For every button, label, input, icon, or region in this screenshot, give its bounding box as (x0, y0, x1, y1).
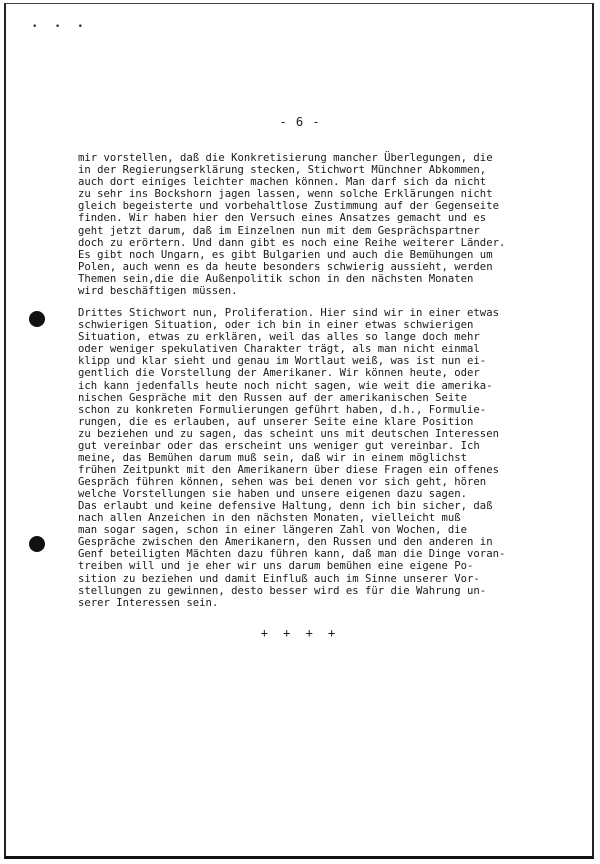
text-line: gentlich die Vorstellung der Amerikaner. Wir können heute, oder (78, 367, 480, 380)
text-line: klipp und klar sieht und genau im Wortlaut weiß, was ist nun ei- (78, 355, 487, 368)
text-line: nach allen Anzeichen in den nächsten Monaten, vielleicht muß (78, 512, 461, 525)
text-line: Das erlaubt und keine defensive Haltung, denn ich bin sicher, daß (78, 500, 493, 512)
text-line: serer Interessen sein. (78, 596, 219, 609)
scan-specks: • • • (32, 22, 90, 32)
text-line: Gespräch führen können, sehen was bei denen vor sich geht, hören (78, 476, 487, 489)
text-line: gut vereinbar oder das erscheint uns weniger gut vereinbar. Ich (78, 440, 480, 453)
text-line: schwierigen Situation, oder ich bin in einer etwas schwierigen (78, 319, 474, 332)
text-line: Es gibt noch Ungarn, es gibt Bulgarien und auch die Bemühungen um (78, 248, 493, 261)
text-line: zu sehr ins Bockshorn jagen lassen, wenn solche Erklärungen nicht (78, 188, 493, 201)
text-line: Genf beteiligten Mächten dazu führen kann, daß man die Dinge voran- (78, 548, 506, 561)
text-line: auch dort einiges leichter machen können. Man darf sich da nicht (78, 176, 487, 189)
text-line: in der Regierungserklärung stecken, Stichwort Münchner Abkommen, (78, 164, 487, 177)
text-line: stellungen zu gewinnen, desto besser wird es für die Wahrung un- (78, 584, 487, 597)
text-line: treiben will und je eher wir uns darum bemühen eine eigene Po- (78, 560, 474, 573)
paragraph-regional-policy (78, 152, 558, 297)
paragraph-proliferation (78, 307, 558, 501)
text-line: Polen, auch wenn es da heute besonders schwierig aussieht, werden (78, 260, 493, 273)
text-line: zu beziehen und zu sagen, das scheint uns mit deutschen Interessen (78, 427, 499, 440)
paragraph-geneva-talks (78, 500, 558, 609)
end-of-text-mark: + + + + (260, 626, 340, 640)
text-line: welche Vorstellungen sie haben und unsere eigenen dazu sagen. (78, 488, 468, 501)
text-line: geht jetzt darum, daß im Einzelnen nun mit dem Gesprächspartner (78, 224, 480, 237)
text-line: Gespräche zwischen den Amerikanern, den Russen und den anderen in (78, 536, 493, 549)
text-line: frühen Zeitpunkt mit den Amerikanern über diese Fragen ein offenes (78, 464, 499, 477)
text-line: gleich begeisterte und vorbehaltlose Zustimmung auf der Gegenseite (78, 200, 499, 213)
punch-hole-upper (29, 311, 45, 327)
text-line: sition zu beziehen und damit Einfluß auch im Sinne unserer Vor- (78, 572, 480, 585)
text-line: wird beschäftigen müssen. (78, 285, 238, 298)
text-line: nischen Gespräche mit den Russen auf der amerikanischen Seite (78, 391, 468, 404)
text-line: Themen sein,die die Außenpolitik schon in den nächsten Monaten (78, 272, 474, 285)
text-line: oder weniger spekulativen Charakter trägt, als man nicht einmal (78, 343, 480, 356)
punch-hole-lower (29, 536, 45, 552)
text-line: finden. Wir haben hier den Versuch eines Ansatzes gemacht und es (78, 212, 487, 225)
text-line: schon zu konkreten Formulierungen geführt haben, d.h., Formulie- (78, 403, 487, 416)
text-line: ich kann jedenfalls heute noch nicht sagen, wie weit die amerika- (78, 379, 493, 392)
text-line: Situation, etwas zu erklären, weil das alles so lange doch mehr (78, 331, 480, 344)
text-line: man sogar sagen, schon in einer längeren Zahl von Wochen, die (78, 524, 468, 537)
page-number: - 6 - (279, 115, 321, 129)
text-line: meine, das Bemühen darum muß sein, daß wir in einem möglichst (78, 452, 468, 465)
text-line: mir vorstellen, daß die Konkretisierung mancher Überlegungen, die (78, 152, 493, 164)
text-line: doch zu erörtern. Und dann gibt es noch eine Reihe weiterer Länder. (78, 236, 506, 249)
text-line: Drittes Stichwort nun, Proliferation. Hier sind wir in einer etwas (78, 307, 499, 319)
text-line: rungen, die es erlauben, auf unserer Seite eine klare Position (78, 415, 474, 428)
